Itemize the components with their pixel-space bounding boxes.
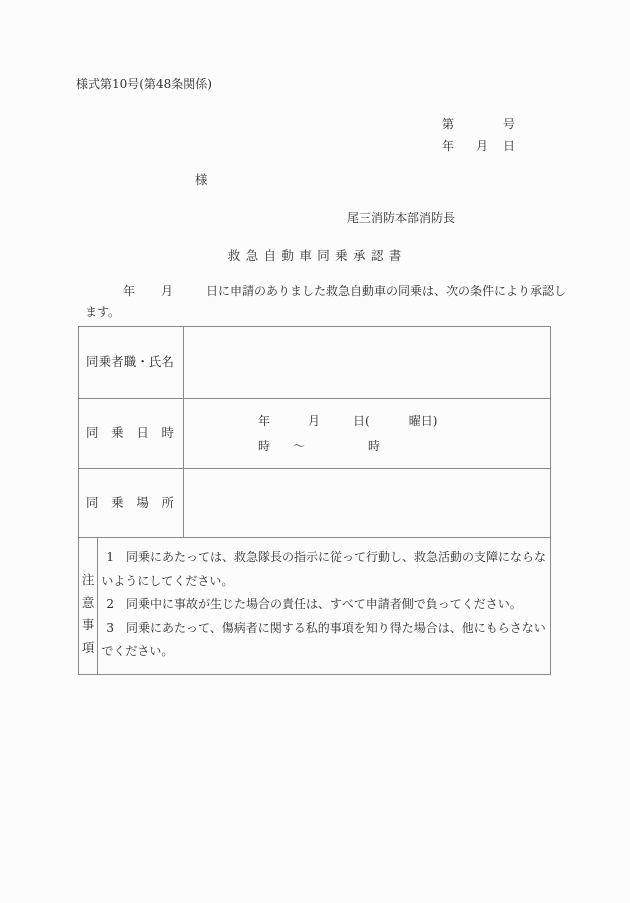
ride-month-label: 月 [308,413,321,428]
doc-number-suffix: 号 [503,117,516,131]
ride-time-line [184,434,550,459]
table-row-rider-name [79,327,550,398]
ride-day-label: 日( [353,413,370,428]
intro-month-label: 月 [161,284,174,298]
form-number: 様式第10号(第48条関係) [76,77,212,91]
ride-date-line [184,409,550,434]
ride-year-label: 年 [258,413,271,428]
table-row-notes [79,537,550,674]
row-label-rider-name: 同乗者職・氏名 [79,327,184,398]
intro-year-label: 年 [123,284,136,298]
notes-label-char-4: 項 [81,639,95,655]
row-label-notes [79,538,98,674]
intro-line-2: ます。 [85,305,121,319]
intro-paragraph [85,281,566,323]
notes-label-char-1: 注 [81,572,95,587]
issue-month-label: 月 [476,139,489,153]
ride-datetime-cell [184,399,550,468]
note-line-3: 2 同乗中に事故が生じた場合の責任は、すべて申請者側で負ってください。 [106,597,522,611]
issue-day-label: 日 [503,139,516,153]
issue-date-line [442,136,515,156]
approval-table [78,326,551,675]
recipient-honorific: 様 [195,172,208,187]
intro-line-1 [85,281,566,302]
issuer-name: 尾三消防本部消防長 [347,211,456,225]
rider-name-blank-cell [184,327,550,398]
document-title: 救急自動車同乗承認書 [227,248,407,263]
ride-weekday-label: 曜日) [408,413,438,428]
notes-label-char-2: 意 [81,594,95,610]
note-line-2: いようにしてください。 [101,573,234,588]
row-label-ride-location: 同乗場所 [79,469,184,537]
row-label-ride-datetime: 同乗日時 [79,399,184,468]
doc-number-line [442,114,515,134]
issue-year-label: 年 [442,139,455,153]
note-line-1: 1 同乗にあたっては、救急隊長の指示に従って行動し、救急活動の支障にならな [106,550,546,564]
doc-number-prefix: 第 [442,117,455,131]
ride-end-hour-label: 時 [368,438,381,453]
ride-location-blank-cell [184,469,550,537]
table-row-ride-datetime [79,398,550,468]
notes-cell [98,538,550,674]
intro-line-1-text: 日に申請のありました救急自動車の同乗は、次の条件により承認し [206,284,567,298]
notes-label-char-3: 事 [81,617,95,632]
note-line-4: 3 同乗にあたって、傷病者に関する私的事項を知り得た場合は、他にもらさない [106,620,546,635]
table-row-ride-location [79,468,550,537]
tilde-separator: ～ [293,438,306,453]
ride-start-hour-label: 時 [258,438,271,453]
note-line-5: でください。 [101,644,174,658]
